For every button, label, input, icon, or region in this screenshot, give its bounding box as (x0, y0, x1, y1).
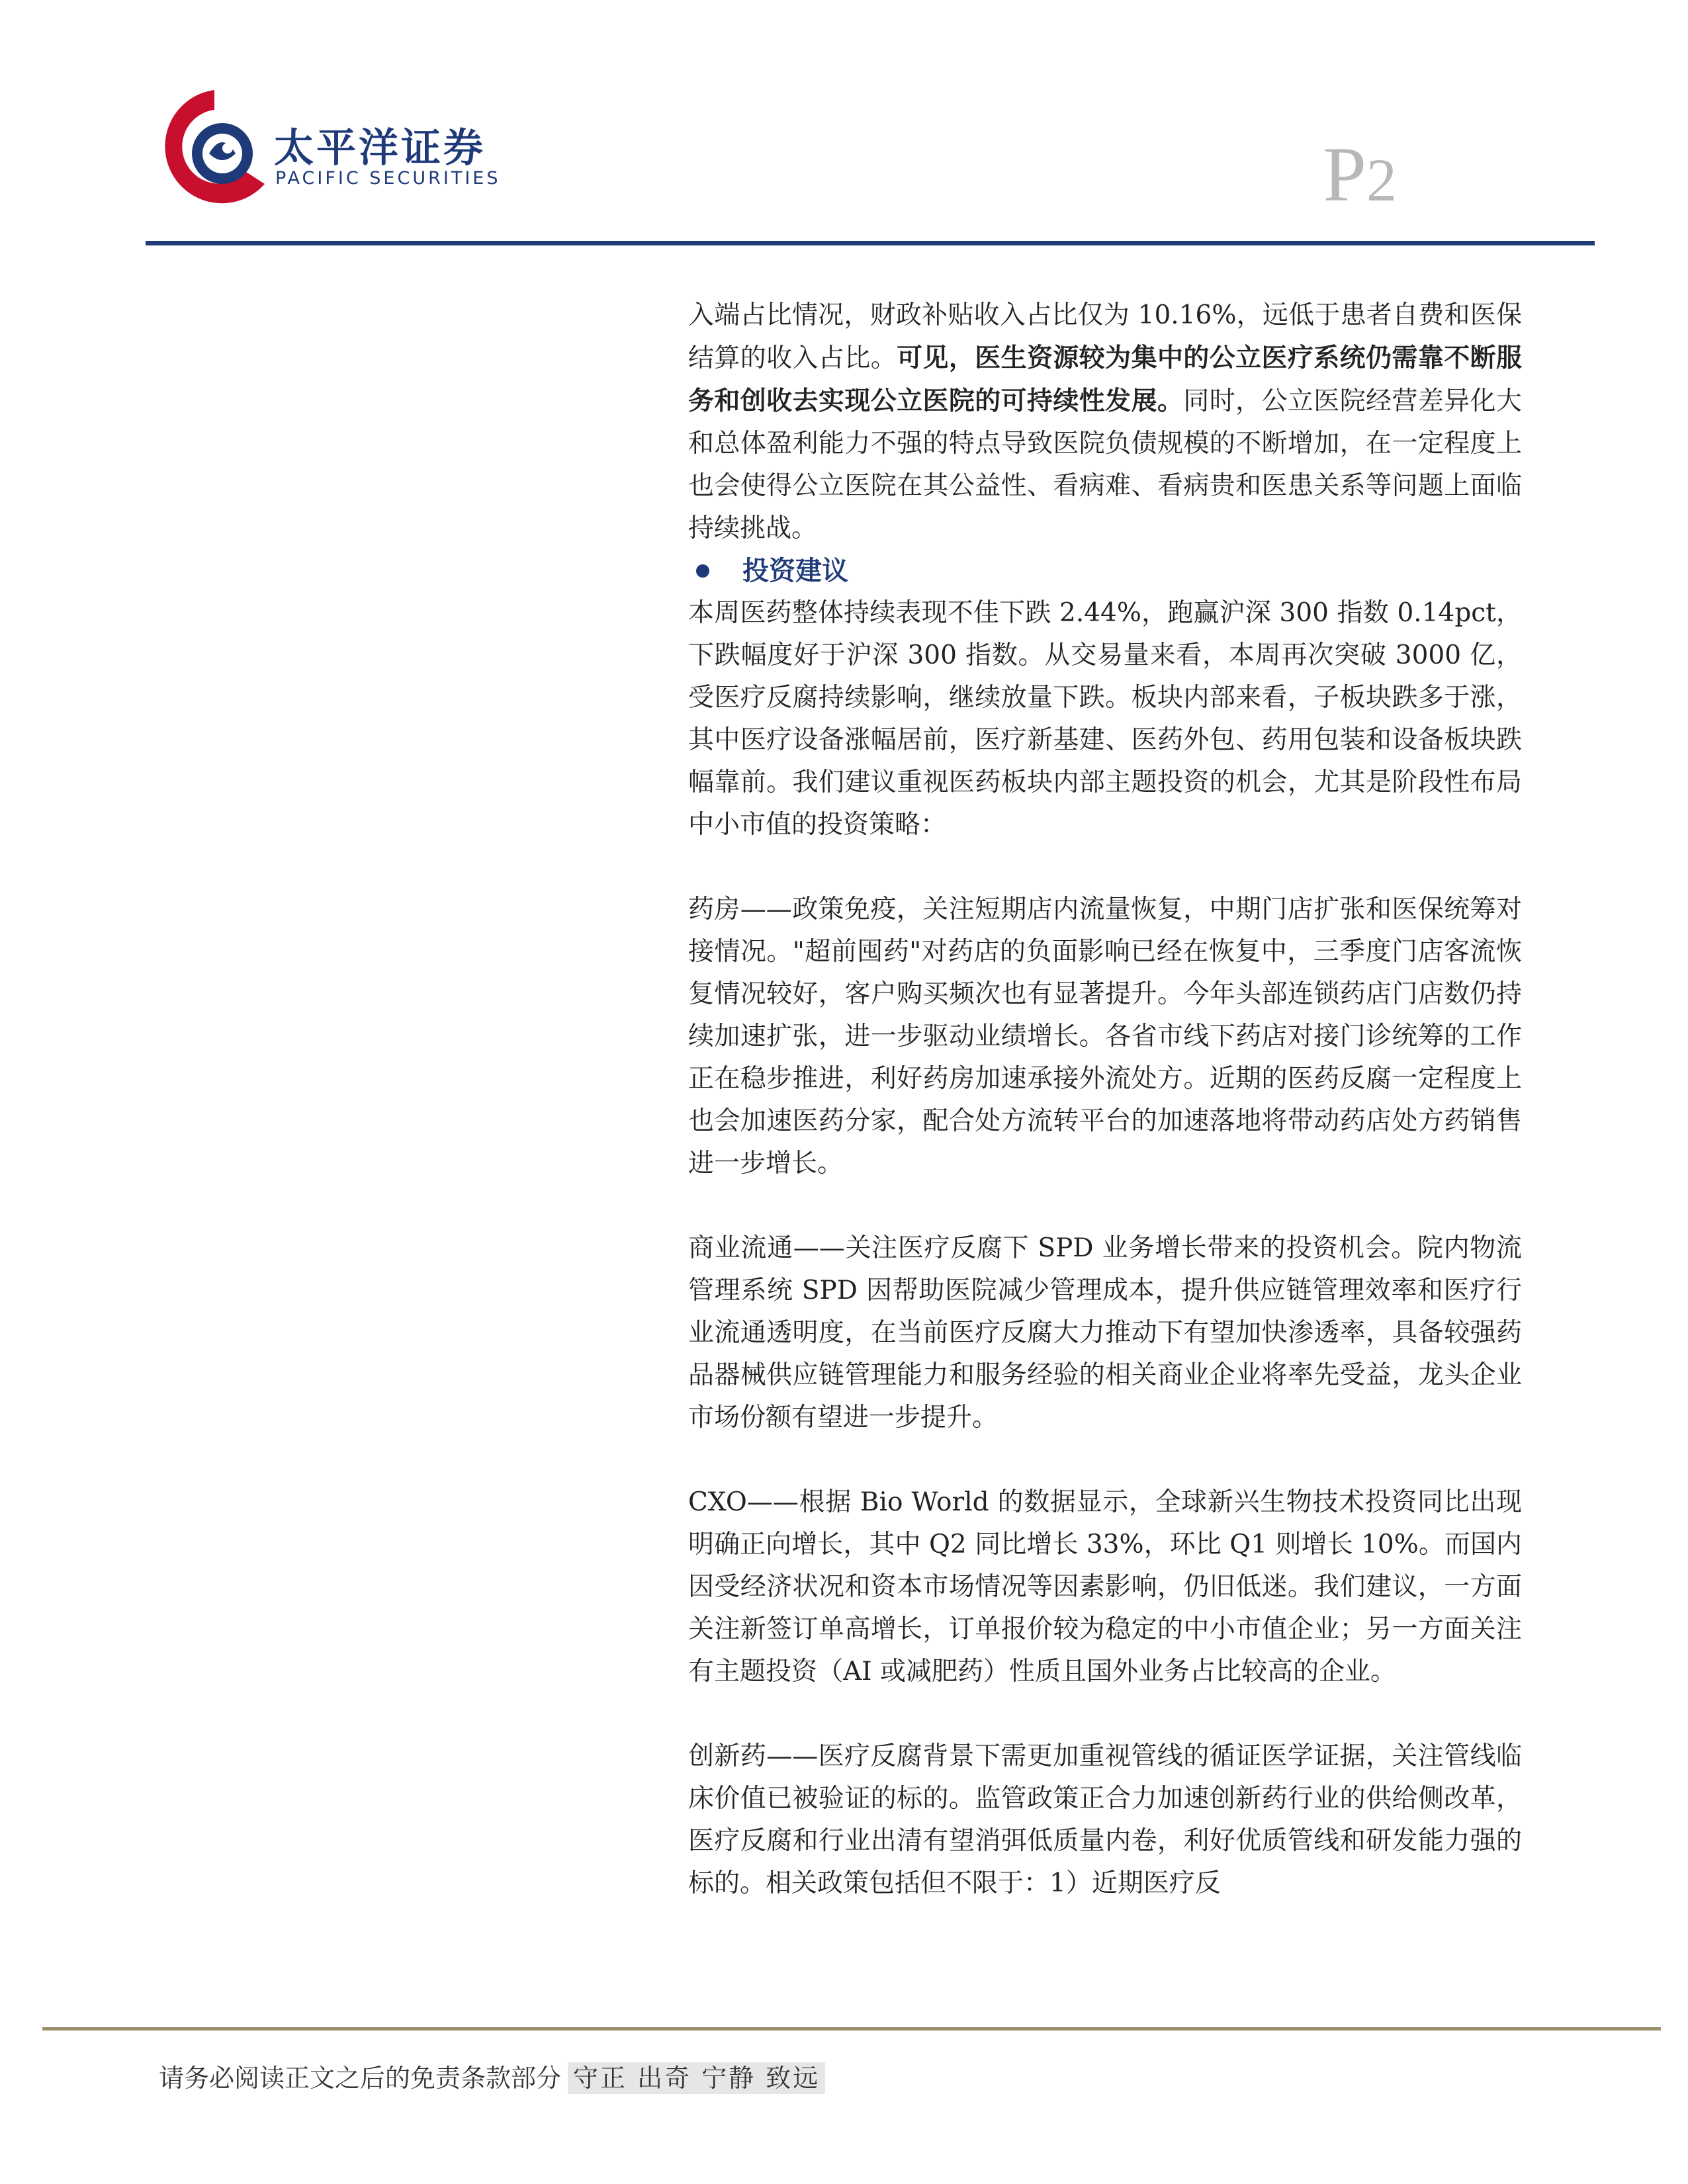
intro-paragraph (688, 294, 1522, 550)
page-letter: P (1323, 131, 1366, 218)
brand-name-chinese: 太平洋证券 (274, 125, 486, 171)
footer-motto: 守正 出奇 宁静 致远 (568, 2062, 825, 2094)
bullet-icon (696, 564, 709, 578)
brand-name-english: PACIFIC SECURITIES (275, 168, 501, 189)
company-logo (154, 85, 501, 230)
intro-bold-text: 可见，医生资源较为集中的公立医疗系统仍需靠不断服务和创收去实现公立医院的可持续性发展。 (688, 343, 1522, 416)
market-summary-paragraph: 本周医药整体持续表现不佳下跌 2.44%，跑赢沪深 300 指数 0.14pct，下跌幅度好于沪深 300 指数。从交易量来看，本周再次突破 3000 亿，受医疗反腐持续影响，继续放量下跌。板块内部来看，子板块跌多于涨，其中医疗设备涨幅居前，医疗新基建、医药外包、药用包装和设备板块跌幅靠前。我们建议重视医药板块内部主题投资的机会，尤其是阶段性布局中小市值的投资策略： (688, 598, 1522, 840)
cxo-paragraph: CXO——根据 Bio World 的数据显示，全球新兴生物技术投资同比出现明确正向增长，其中 Q2 同比增长 33%，环比 Q1 则增长 10%。而国内因受经济状况和资本市场情况等因素影响，仍旧低迷。我们建议，一方面关注新签订单高增长，订单报价较为稳定的中小市值企业；另一方面关注有主题投资（AI 或减肥药）性质且国外业务占比较高的企业。 (688, 1487, 1522, 1686)
distribution-paragraph: 商业流通——关注医疗反腐下 SPD 业务增长带来的投资机会。院内物流管理系统 SPD 因帮助医院减少管理成本，提升供应链管理效率和医疗行业流通透明度，在当前医疗反腐大力推动下有望加快渗透率，具备较强药品器械供应链管理能力和服务经验的相关商业企业将率先受益，龙头企业市场份额有望进一步提升。 (688, 1233, 1522, 1432)
pharmacy-paragraph: 药房——政策免疫，关注短期店内流量恢复，中期门店扩张和医保统筹对接情况。"超前囤药"对药店的负面影响已经在恢复中，三季度门店客流恢复情况较好，客户购买频次也有显著提升。今年头部连锁药店门店数仍持续加速扩张，进一步驱动业绩增长。各省市线下药店对接门诊统筹的工作正在稳步推进，利好药房加速承接外流处方。近期的医药反腐一定程度上也会加速医药分家，配合处方流转平台的加速落地将带动药店处方药销售进一步增长。 (688, 895, 1522, 1178)
innovative-drug-paragraph: 创新药——医疗反腐背景下需更加重视管线的循证医学证据，关注管线临床价值已被验证的标的。监管政策正合力加速创新药行业的供给侧改革，医疗反腐和行业出清有望消弭低质量内卷，利好优质管线和研发能力强的标的。相关政策包括但不限于：1）近期医疗反 (688, 1741, 1522, 1898)
intro-text-1: 入端占比情况，财政补贴收入占比仅为 10.16%，远低于患者自费和医保结算的收入占比。 (688, 300, 1522, 373)
logo-mark-icon (154, 85, 273, 217)
footer-divider (42, 2027, 1661, 2031)
intro-text-2: 同时，公立医院经营差异化大和总体盈利能力不强的特点导致医院负债规模的不断增加，在一定程度上也会使得公立医院在其公益性、看病难、看病贵和医患关系等问题上面临持续挑战。 (688, 386, 1522, 543)
header-divider (146, 241, 1595, 245)
footer (159, 2058, 825, 2094)
page-digit: 2 (1366, 146, 1397, 214)
footer-disclaimer: 请务必阅读正文之后的免责条款部分 (159, 2064, 562, 2093)
section-title: 投资建议 (742, 555, 848, 586)
section-heading (688, 550, 1522, 592)
report-body (688, 294, 1522, 1905)
page-number (1323, 131, 1397, 218)
